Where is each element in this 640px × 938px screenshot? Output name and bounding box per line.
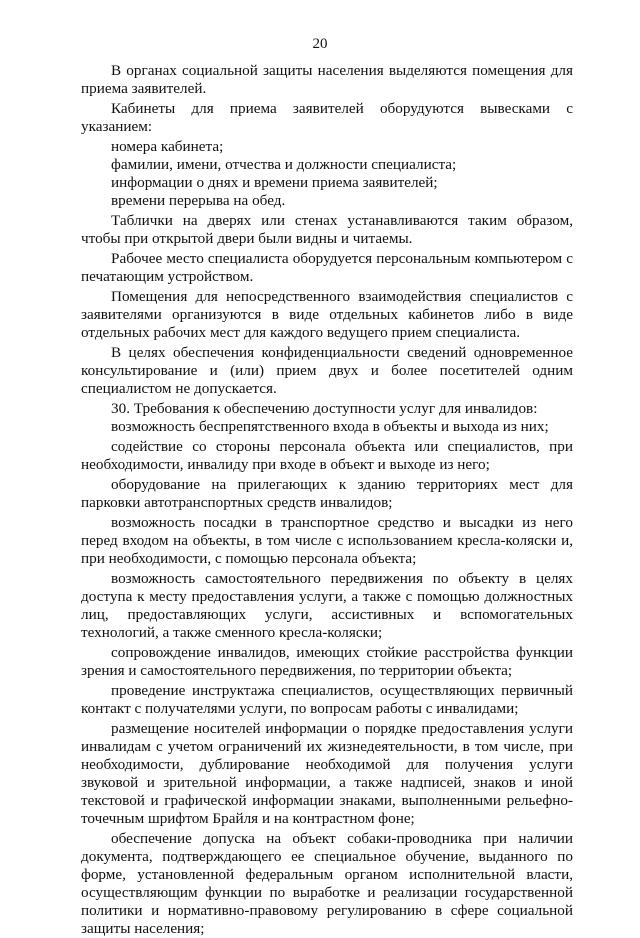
text-line: возможность самостоятельного передвижения по объекту в целях	[111, 570, 573, 587]
text-line: сопровождение инвалидов, имеющих стойкие расстройства функции	[111, 644, 573, 661]
text-line: инвалидам с учетом ограничений их жизнедеятельности, в том числе, при	[81, 738, 573, 755]
text-line: фамилии, имени, отчества и должности специалиста;	[111, 156, 457, 173]
text-line: перед входом на объекты, в том числе с использованием кресла-коляски и,	[81, 532, 573, 549]
text-line: номера кабинета;	[111, 138, 224, 155]
text-line: В органах социальной защиты населения выделяются помещения для	[111, 62, 573, 79]
text-line: 30. Требования к обеспечению доступности услуг для инвалидов:	[111, 400, 538, 417]
text-line: документа, подтверждающего ее специальное обучение, выданного по	[81, 848, 573, 865]
text-line: приема заявителей.	[81, 80, 207, 97]
text-line: консультирование и (или) прием двух и более посетителей одним	[81, 362, 573, 379]
text-line: В целях обеспечения конфиденциальности сведений одновременное	[111, 344, 573, 361]
text-line: текстовой и графической информации знаками, выполненными рельефно-	[81, 792, 573, 809]
text-line: содействие со стороны персонала объекта или специалистов, при	[111, 438, 573, 455]
text-line: печатающим устройством.	[81, 268, 254, 285]
text-line: защиты населения;	[81, 920, 205, 937]
text-line: обеспечение допуска на объект собаки-проводника при наличии	[111, 830, 573, 847]
page-number: 20	[312, 36, 328, 52]
text-line: звуковой и зрительной информации, а также надписей, знаков и иной	[81, 774, 573, 791]
text-line: лиц, предоставляющих услуги, ассистивных и вспомогательных	[81, 606, 573, 623]
text-line: специалистом не допускается.	[81, 380, 277, 397]
text-line: контакт с получателями услуги, по вопросам работы с инвалидами;	[81, 700, 519, 717]
text-line: проведение инструктажа специалистов, осуществляющих первичный	[111, 682, 573, 699]
text-line: Помещения для непосредственного взаимодействия специалистов с	[111, 288, 573, 305]
text-line: размещение носителей информации о порядке предоставления услуги	[111, 720, 573, 737]
text-line: отдельных рабочих мест для каждого ведущего прием специалиста.	[81, 324, 521, 341]
text-line: указанием:	[81, 118, 153, 135]
body-text	[81, 62, 573, 938]
text-line: возможность посадки в транспортное средство и высадки из него	[111, 514, 573, 531]
text-line: информации о днях и времени приема заявителей;	[111, 174, 438, 191]
text-line: необходимости, инвалиду при входе в объект и выходе из него;	[81, 456, 490, 473]
text-line: Таблички на дверях или стенах устанавливаются таким образом,	[111, 212, 573, 229]
text-line: при необходимости, с помощью персонала объекта;	[81, 550, 417, 567]
text-line: Рабочее место специалиста оборудуется персональным компьютером с	[111, 250, 573, 267]
text-line: зрения и самостоятельного передвижения, по территории объекта;	[81, 662, 513, 679]
text-line: заявителями организуются в виде отдельных кабинетов либо в виде	[81, 306, 573, 323]
text-line: политики и нормативно-правовому регулированию в сфере социальной	[81, 902, 573, 919]
text-line: чтобы при открытой двери были видны и читаемы.	[81, 230, 413, 247]
text-line: осуществляющим функции по выработке и реализации государственной	[81, 884, 573, 901]
text-line: форме, установленной федеральным органом исполнительной власти,	[81, 866, 573, 883]
text-line: оборудование на прилегающих к зданию территориях мест для	[111, 476, 573, 493]
text-line: технологий, а также сменного кресла-коляски;	[81, 624, 383, 641]
text-line: времени перерыва на обед.	[111, 192, 286, 209]
text-line: доступа к месту предоставления услуги, а также с помощью должностных	[81, 588, 573, 605]
text-line: точечным шрифтом Брайля и на контрастном фоне;	[81, 810, 415, 827]
text-line: необходимости, дублирование необходимой для получения услуги	[81, 756, 573, 773]
text-line: Кабинеты для приема заявителей оборудуются вывесками с	[111, 100, 573, 117]
text-line: парковки автотранспортных средств инвалидов;	[81, 494, 393, 511]
text-line: возможность беспрепятственного входа в объекты и выхода из них;	[111, 418, 549, 435]
